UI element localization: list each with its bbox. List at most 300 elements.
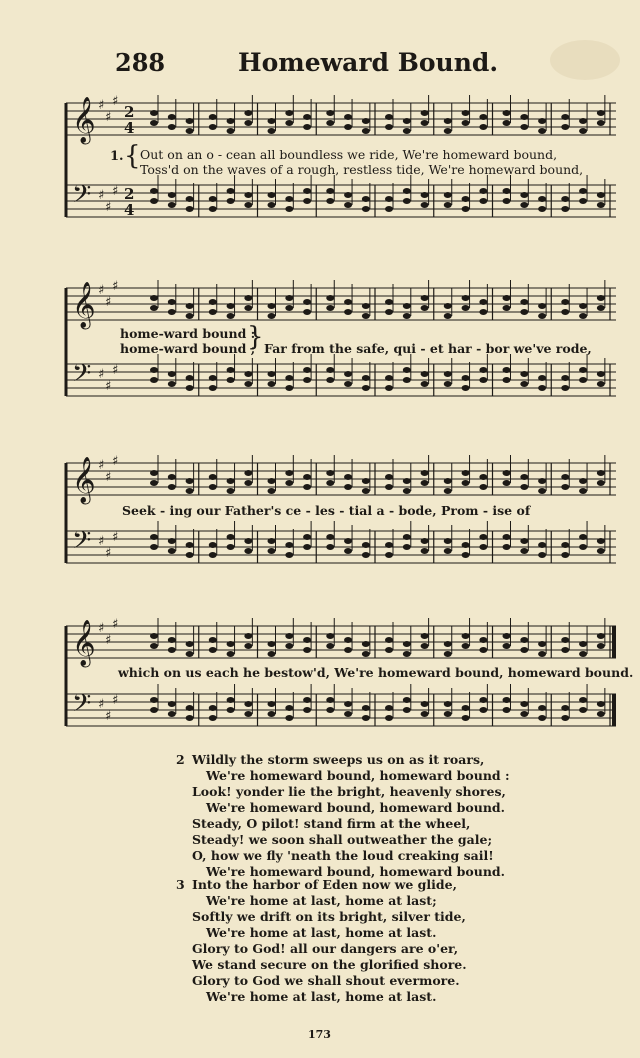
note-head — [503, 305, 511, 311]
note-head — [168, 381, 176, 387]
note-head — [244, 711, 252, 717]
note-head — [268, 488, 276, 494]
note-head — [421, 192, 429, 198]
note-head — [385, 375, 393, 381]
verse-line: Steady, O pilot! stand firm at the wheel, — [192, 816, 471, 831]
note-head — [579, 697, 587, 703]
note-head — [244, 295, 252, 301]
note-head — [326, 707, 334, 713]
note-head — [303, 697, 311, 703]
note-head — [503, 295, 511, 301]
note-head — [244, 371, 252, 377]
lyric-line-2: Toss'd on the waves of a rough, restless tide, We're homeward bound, — [140, 162, 584, 177]
sharp-icon: ♯ — [112, 617, 119, 632]
note-head — [579, 118, 587, 124]
note-head — [285, 715, 293, 721]
note-head — [479, 124, 487, 130]
note-head — [597, 538, 605, 544]
note-head — [403, 534, 411, 540]
note-head — [479, 697, 487, 703]
verse-line: Into the harbor of Eden now we glide, — [192, 877, 457, 892]
sharp-icon: ♯ — [98, 367, 105, 382]
note-head — [209, 542, 217, 548]
sharp-icon: ♯ — [105, 200, 112, 215]
note-head — [285, 206, 293, 212]
note-head — [303, 484, 311, 490]
note-head — [403, 188, 411, 194]
note-head — [561, 375, 569, 381]
verse-number-1: 1. — [110, 149, 124, 164]
note-head — [209, 114, 217, 120]
note-head — [362, 128, 370, 134]
note-head — [344, 484, 352, 490]
note-head — [326, 120, 334, 126]
note-head — [362, 705, 370, 711]
note-head — [403, 198, 411, 204]
note-head — [303, 544, 311, 550]
note-head — [227, 303, 235, 309]
note-head — [479, 299, 487, 305]
note-head — [209, 474, 217, 480]
note-head — [385, 552, 393, 558]
verse-line: We're homeward bound, homeward bound. — [206, 800, 506, 815]
note-head — [344, 371, 352, 377]
note-head — [403, 313, 411, 319]
note-head — [403, 488, 411, 494]
note-head — [285, 385, 293, 391]
note-head — [186, 705, 194, 711]
verse-line: Glory to God we shall shout evermore. — [192, 973, 460, 988]
note-head — [479, 484, 487, 490]
note-head — [503, 120, 511, 126]
note-head — [520, 637, 528, 643]
note-head — [268, 641, 276, 647]
note-head — [597, 470, 605, 476]
sharp-icon: ♯ — [105, 110, 112, 125]
sharp-icon: ♯ — [112, 184, 119, 199]
note-head — [538, 128, 546, 134]
note-head — [168, 647, 176, 653]
note-head — [285, 705, 293, 711]
note-head — [227, 313, 235, 319]
note-head — [597, 202, 605, 208]
note-head — [227, 641, 235, 647]
note-head — [303, 124, 311, 130]
note-head — [538, 715, 546, 721]
note-head — [326, 544, 334, 550]
note-head — [227, 377, 235, 383]
note-head — [362, 313, 370, 319]
note-head — [385, 309, 393, 315]
note-head — [503, 480, 511, 486]
note-head — [385, 647, 393, 653]
note-head — [561, 552, 569, 558]
note-head — [244, 110, 252, 116]
note-head — [479, 707, 487, 713]
note-head — [186, 313, 194, 319]
note-head — [227, 188, 235, 194]
note-head — [561, 299, 569, 305]
note-head — [385, 637, 393, 643]
time-signature: 4 — [124, 119, 135, 137]
note-head — [403, 377, 411, 383]
note-head — [479, 114, 487, 120]
note-head — [209, 309, 217, 315]
note-head — [244, 381, 252, 387]
lyric-line-3: home-ward bound : — [120, 326, 256, 341]
note-head — [538, 206, 546, 212]
note-head — [326, 534, 334, 540]
note-head — [421, 480, 429, 486]
note-head — [168, 711, 176, 717]
note-head — [150, 707, 158, 713]
note-head — [561, 206, 569, 212]
note-head — [244, 701, 252, 707]
note-head — [303, 707, 311, 713]
sharp-icon: ♯ — [98, 283, 105, 298]
note-head — [479, 647, 487, 653]
note-head — [561, 114, 569, 120]
treble-clef-icon: 𝄞 — [72, 457, 96, 503]
note-head — [561, 309, 569, 315]
note-head — [326, 643, 334, 649]
note-head — [303, 309, 311, 315]
note-head — [421, 120, 429, 126]
note-head — [303, 299, 311, 305]
note-head — [303, 534, 311, 540]
note-head — [168, 701, 176, 707]
note-head — [209, 552, 217, 558]
note-head — [579, 313, 587, 319]
note-head — [244, 538, 252, 544]
note-head — [403, 641, 411, 647]
note-head — [421, 701, 429, 707]
note-head — [479, 309, 487, 315]
sharp-icon: ♯ — [98, 188, 105, 203]
time-signature: 4 — [124, 201, 135, 219]
note-head — [150, 198, 158, 204]
lyric-brace: } — [247, 322, 264, 352]
note-head — [285, 480, 293, 486]
note-head — [362, 651, 370, 657]
note-head — [344, 647, 352, 653]
verse-line: We're home at last, home at last. — [206, 989, 437, 1004]
note-head — [186, 478, 194, 484]
note-head — [462, 196, 470, 202]
note-head — [362, 196, 370, 202]
note-head — [326, 697, 334, 703]
note-head — [462, 715, 470, 721]
note-head — [186, 375, 194, 381]
note-head — [520, 299, 528, 305]
hymn-header — [0, 48, 640, 84]
note-head — [479, 198, 487, 204]
note-head — [538, 488, 546, 494]
final-bar-line — [612, 626, 616, 658]
note-head — [444, 651, 452, 657]
note-head — [520, 124, 528, 130]
note-head — [150, 295, 158, 301]
note-head — [462, 120, 470, 126]
treble-clef-icon: 𝄞 — [72, 97, 96, 143]
note-head — [520, 114, 528, 120]
note-head — [244, 305, 252, 311]
note-head — [385, 206, 393, 212]
sharp-icon: ♯ — [98, 98, 105, 113]
note-head — [344, 538, 352, 544]
note-head — [538, 385, 546, 391]
note-head — [344, 637, 352, 643]
note-head — [597, 110, 605, 116]
lyric-line-7: which on us each he bestow'd, We're homeward bound, homeward bound. — [118, 665, 634, 680]
note-head — [444, 548, 452, 554]
note-head — [303, 637, 311, 643]
note-head — [209, 299, 217, 305]
note-head — [385, 196, 393, 202]
note-head — [268, 128, 276, 134]
note-head — [479, 377, 487, 383]
note-head — [168, 309, 176, 315]
note-head — [209, 206, 217, 212]
note-head — [227, 697, 235, 703]
note-head — [597, 643, 605, 649]
note-head — [385, 715, 393, 721]
note-head — [168, 124, 176, 130]
note-head — [186, 206, 194, 212]
note-head — [403, 118, 411, 124]
note-head — [244, 202, 252, 208]
note-head — [503, 534, 511, 540]
note-head — [326, 188, 334, 194]
note-head — [150, 188, 158, 194]
note-head — [561, 715, 569, 721]
note-head — [503, 633, 511, 639]
sharp-icon: ♯ — [105, 633, 112, 648]
note-head — [444, 128, 452, 134]
note-head — [168, 538, 176, 544]
note-head — [444, 192, 452, 198]
note-head — [150, 480, 158, 486]
note-head — [344, 701, 352, 707]
note-head — [227, 651, 235, 657]
note-head — [385, 474, 393, 480]
note-head — [538, 375, 546, 381]
sharp-icon: ♯ — [98, 621, 105, 636]
note-head — [503, 544, 511, 550]
music-system-2 — [66, 280, 616, 430]
music-system-1 — [66, 95, 616, 245]
note-head — [209, 637, 217, 643]
note-head — [421, 711, 429, 717]
note-head — [303, 647, 311, 653]
hymn-title: Homeward Bound. — [238, 48, 499, 77]
note-head — [168, 114, 176, 120]
note-head — [268, 711, 276, 717]
note-head — [538, 651, 546, 657]
sharp-icon: ♯ — [112, 363, 119, 378]
note-head — [344, 548, 352, 554]
note-head — [597, 633, 605, 639]
note-head — [444, 711, 452, 717]
note-head — [268, 202, 276, 208]
note-head — [209, 715, 217, 721]
final-bar-line — [612, 694, 616, 726]
note-head — [344, 299, 352, 305]
note-head — [597, 711, 605, 717]
note-head — [244, 548, 252, 554]
note-head — [285, 196, 293, 202]
note-head — [597, 548, 605, 554]
note-head — [597, 701, 605, 707]
sharp-icon: ♯ — [112, 454, 119, 469]
note-head — [403, 707, 411, 713]
note-head — [168, 484, 176, 490]
note-head — [385, 124, 393, 130]
verse-line: We're homeward bound, homeward bound. — [206, 864, 506, 879]
note-head — [362, 385, 370, 391]
note-head — [209, 196, 217, 202]
verse-number: 2 — [176, 752, 185, 767]
note-head — [326, 377, 334, 383]
note-head — [462, 110, 470, 116]
note-head — [326, 480, 334, 486]
note-head — [579, 534, 587, 540]
note-head — [444, 202, 452, 208]
note-head — [479, 544, 487, 550]
note-head — [421, 110, 429, 116]
bass-clef-icon: 𝄢 — [72, 180, 92, 215]
note-head — [227, 118, 235, 124]
music-staff-3 — [66, 455, 616, 585]
note-head — [268, 538, 276, 544]
note-head — [362, 715, 370, 721]
note-head — [285, 295, 293, 301]
note-head — [561, 542, 569, 548]
note-head — [244, 192, 252, 198]
note-head — [520, 474, 528, 480]
note-head — [244, 633, 252, 639]
note-head — [150, 470, 158, 476]
note-head — [444, 641, 452, 647]
sharp-icon: ♯ — [105, 470, 112, 485]
note-head — [227, 534, 235, 540]
note-head — [444, 118, 452, 124]
note-head — [303, 114, 311, 120]
note-head — [209, 705, 217, 711]
note-head — [520, 381, 528, 387]
note-head — [362, 118, 370, 124]
verse-line: Glory to God! all our dangers are o'er, — [192, 941, 459, 956]
music-staff-4 — [66, 618, 616, 748]
note-head — [520, 192, 528, 198]
note-head — [538, 552, 546, 558]
note-head — [362, 552, 370, 558]
lyric-line-1: Out on an o - cean all boundless we ride, We're homeward bound, — [140, 147, 558, 162]
note-head — [303, 474, 311, 480]
note-head — [503, 697, 511, 703]
note-head — [362, 206, 370, 212]
note-head — [520, 538, 528, 544]
note-head — [520, 701, 528, 707]
note-head — [326, 305, 334, 311]
note-head — [227, 128, 235, 134]
note-head — [385, 299, 393, 305]
sharp-icon: ♯ — [105, 295, 112, 310]
note-head — [186, 641, 194, 647]
note-head — [362, 478, 370, 484]
sharp-icon: ♯ — [112, 94, 119, 109]
note-head — [403, 478, 411, 484]
note-head — [579, 641, 587, 647]
note-head — [209, 484, 217, 490]
note-head — [479, 474, 487, 480]
note-head — [444, 478, 452, 484]
note-head — [268, 381, 276, 387]
note-head — [538, 478, 546, 484]
note-head — [462, 470, 470, 476]
note-head — [421, 381, 429, 387]
note-head — [579, 707, 587, 713]
note-head — [186, 715, 194, 721]
note-head — [579, 367, 587, 373]
note-head — [503, 643, 511, 649]
hymn-number: 288 — [115, 48, 166, 77]
note-head — [538, 303, 546, 309]
note-head — [421, 202, 429, 208]
note-head — [503, 198, 511, 204]
note-head — [462, 643, 470, 649]
note-head — [168, 474, 176, 480]
note-head — [268, 371, 276, 377]
note-head — [244, 480, 252, 486]
verse-line: Look! yonder lie the bright, heavenly shores, — [192, 784, 506, 799]
sharp-icon: ♯ — [112, 530, 119, 545]
note-head — [561, 637, 569, 643]
note-head — [403, 128, 411, 134]
note-head — [344, 381, 352, 387]
note-head — [444, 701, 452, 707]
note-head — [579, 188, 587, 194]
note-head — [209, 647, 217, 653]
lyric-line-5: Far from the safe, qui - et har - bor we've rode, — [264, 341, 592, 356]
note-head — [597, 120, 605, 126]
note-head — [503, 110, 511, 116]
note-head — [385, 484, 393, 490]
verse-brace: { — [124, 141, 141, 171]
note-head — [186, 118, 194, 124]
note-head — [186, 128, 194, 134]
note-head — [520, 484, 528, 490]
note-head — [186, 651, 194, 657]
lyric-line-6: Seek - ing our Father's ce - les - tial a - bode, Prom - ise of — [122, 503, 531, 518]
note-head — [503, 470, 511, 476]
note-head — [186, 488, 194, 494]
note-head — [303, 367, 311, 373]
note-head — [561, 647, 569, 653]
note-head — [561, 484, 569, 490]
note-head — [403, 544, 411, 550]
note-head — [479, 637, 487, 643]
note-head — [150, 643, 158, 649]
sharp-icon: ♯ — [105, 546, 112, 561]
treble-clef-icon: 𝄞 — [72, 282, 96, 328]
note-head — [285, 470, 293, 476]
verse-line: Wildly the storm sweeps us on as it roars, — [192, 752, 485, 767]
note-head — [538, 705, 546, 711]
note-head — [326, 367, 334, 373]
note-head — [462, 552, 470, 558]
note-head — [462, 480, 470, 486]
